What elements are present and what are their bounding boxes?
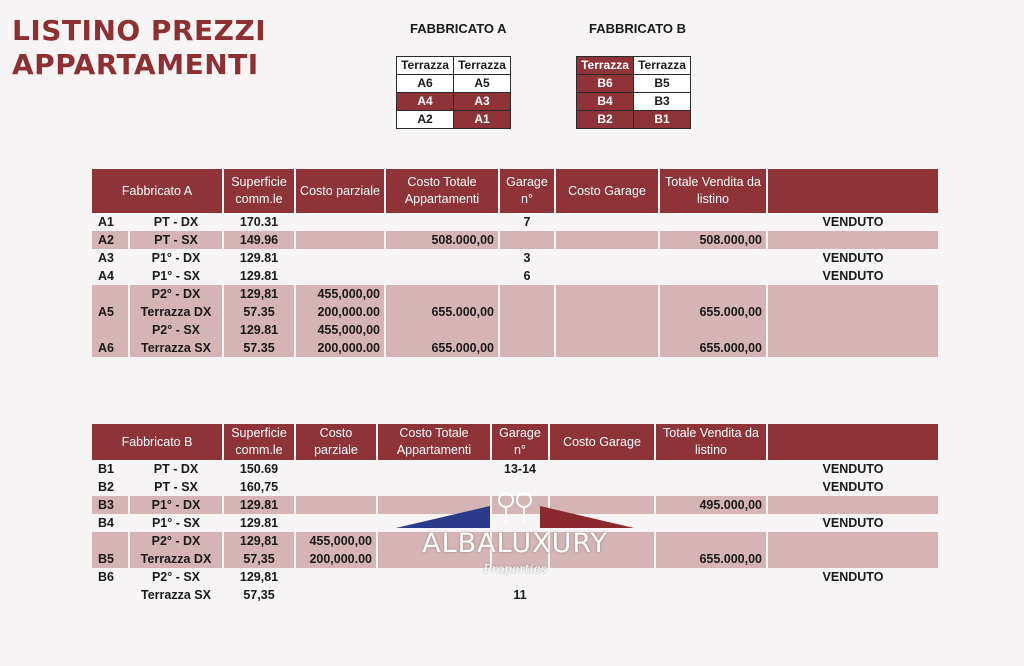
table-row: [92, 550, 938, 568]
floor-map-cell: A1: [454, 111, 511, 129]
floor-label: PT - SX: [130, 231, 224, 249]
floor-map-cell: B1: [634, 111, 691, 129]
garage-number: [500, 321, 556, 339]
garage-cost: [556, 303, 660, 321]
floor-map-row: [577, 57, 691, 75]
floor-label: P1° - SX: [130, 514, 224, 532]
surface-area: 57.35: [224, 339, 296, 357]
unit-code: [92, 532, 130, 550]
unit-code: B1: [92, 460, 130, 478]
table-row: [92, 285, 938, 303]
unit-code: B2: [92, 478, 130, 496]
floor-label: Terrazza DX: [130, 303, 224, 321]
sale-status: [768, 496, 938, 514]
garage-number: [500, 339, 556, 357]
table-row: [92, 321, 938, 339]
floor-map-row: [397, 75, 511, 93]
column-header: Costo Garage: [556, 169, 660, 213]
partial-cost: 455,000,00: [296, 285, 386, 303]
unit-code: A2: [92, 231, 130, 249]
total-apartment-cost: [386, 321, 500, 339]
price-table-building-a: [92, 169, 938, 357]
garage-number: 13-14: [492, 460, 550, 478]
floor-map-cell: B2: [577, 111, 634, 129]
total-apartment-cost: [386, 285, 500, 303]
column-header: [768, 169, 938, 213]
floor-map-cell: Terrazza: [454, 57, 511, 75]
partial-cost: [296, 586, 378, 604]
list-sale-total: 495.000,00: [656, 496, 768, 514]
unit-code: A4: [92, 267, 130, 285]
floor-label: P2° - SX: [130, 321, 224, 339]
total-apartment-cost: 508.000,00: [386, 231, 500, 249]
garage-number: [500, 231, 556, 249]
table-row: [92, 496, 938, 514]
sale-status: [768, 285, 938, 303]
surface-area: 129.81: [224, 249, 296, 267]
list-sale-total: 508.000,00: [660, 231, 768, 249]
column-header: Costo Totale Appartamenti: [378, 424, 492, 460]
garage-cost: [556, 285, 660, 303]
column-header: Garage n°: [492, 424, 550, 460]
column-header: Fabbricato B: [92, 424, 224, 460]
floor-label: Terrazza SX: [130, 586, 224, 604]
floor-map-cell: Terrazza: [577, 57, 634, 75]
partial-cost: [296, 231, 386, 249]
column-header: Costo parziale: [296, 424, 378, 460]
total-apartment-cost: 655.000,00: [386, 303, 500, 321]
unit-code: A6: [92, 339, 130, 357]
floor-label: P2° - DX: [130, 532, 224, 550]
sale-status: VENDUTO: [822, 269, 884, 283]
table-row: [92, 267, 938, 285]
price-table-building-b: [92, 424, 938, 604]
garage-cost: [550, 586, 656, 604]
list-sale-total: [660, 321, 768, 339]
floor-map-row: [397, 111, 511, 129]
partial-cost: [296, 496, 378, 514]
sale-status: VENDUTO: [822, 251, 884, 265]
total-apartment-cost: [378, 496, 492, 514]
garage-cost: [556, 249, 660, 267]
surface-area: 129.81: [224, 514, 296, 532]
table-header-row: [92, 169, 938, 213]
table-row: [92, 514, 938, 532]
garage-cost: [556, 231, 660, 249]
garage-number: [500, 285, 556, 303]
surface-area: 129.81: [224, 267, 296, 285]
surface-area: 160,75: [224, 478, 296, 496]
floor-map-row: [397, 93, 511, 111]
list-sale-total: [660, 285, 768, 303]
garage-number: 11: [492, 586, 550, 604]
floor-map-cell: B4: [577, 93, 634, 111]
sale-status: [768, 550, 938, 568]
surface-area: 57.35: [224, 303, 296, 321]
column-header: [768, 424, 938, 460]
floor-label: P2° - DX: [130, 285, 224, 303]
list-sale-total: 655.000,00: [660, 339, 768, 357]
surface-area: 57,35: [224, 586, 296, 604]
partial-cost: 455,000,00: [296, 321, 386, 339]
surface-area: 129,81: [224, 568, 296, 586]
floor-map-cell: B6: [577, 75, 634, 93]
garage-number: [492, 568, 550, 586]
partial-cost: 455,000,00: [296, 532, 378, 550]
sale-status: VENDUTO: [822, 215, 884, 229]
total-apartment-cost: 655.000,00: [386, 339, 500, 357]
list-sale-total: [660, 267, 768, 285]
total-apartment-cost: [386, 267, 500, 285]
table-row: [92, 339, 938, 357]
column-header: Costo parziale: [296, 169, 386, 213]
partial-cost: [296, 213, 386, 231]
list-sale-total: [660, 213, 768, 231]
total-apartment-cost: [378, 478, 492, 496]
title-line-1: LISTINO PREZZI: [12, 14, 267, 47]
total-apartment-cost: [378, 460, 492, 478]
floor-map-cell: B5: [634, 75, 691, 93]
floor-map-cell: A6: [397, 75, 454, 93]
garage-cost: [550, 460, 656, 478]
column-header: Totale Vendita da listino: [656, 424, 768, 460]
table-row: [92, 568, 938, 586]
column-header: Superficie comm.le: [224, 169, 296, 213]
watermark-brand: ALBALUXURY: [422, 528, 608, 559]
partial-cost: [296, 478, 378, 496]
sale-status: [768, 303, 938, 321]
floor-label: P2° - SX: [130, 568, 224, 586]
floor-label: PT - DX: [130, 213, 224, 231]
floor-map-cell: Terrazza: [634, 57, 691, 75]
garage-cost: [550, 532, 656, 550]
list-sale-total: 655.000,00: [660, 303, 768, 321]
table-row: [92, 460, 938, 478]
unit-code: A5: [92, 303, 130, 321]
surface-area: 129,81: [224, 532, 296, 550]
column-header: Fabbricato A: [92, 169, 224, 213]
garage-number: [492, 550, 550, 568]
list-sale-total: [660, 249, 768, 267]
floor-label: PT - DX: [130, 460, 224, 478]
garage-cost: [556, 267, 660, 285]
sale-status: VENDUTO: [822, 516, 884, 530]
partial-cost: [296, 568, 378, 586]
column-header: Costo Totale Appartamenti: [386, 169, 500, 213]
list-sale-total: [656, 514, 768, 532]
floor-map-cell: A2: [397, 111, 454, 129]
total-apartment-cost: [378, 532, 492, 550]
building-a-floor-map: [396, 56, 511, 129]
floor-label: Terrazza SX: [130, 339, 224, 357]
unit-code: [92, 321, 130, 339]
column-header: Totale Vendita da listino: [660, 169, 768, 213]
sale-status: [768, 339, 938, 357]
building-b-label: FABBRICATO B: [589, 21, 687, 36]
garage-cost: [556, 339, 660, 357]
garage-cost: [550, 568, 656, 586]
garage-number: [500, 303, 556, 321]
table-row: [92, 478, 938, 496]
partial-cost: [296, 267, 386, 285]
garage-number: [492, 478, 550, 496]
floor-map-row: [577, 111, 691, 129]
sale-status: [768, 231, 938, 249]
title-line-2: APPARTAMENTI: [12, 48, 259, 81]
list-sale-total: [656, 568, 768, 586]
floor-map-row: [577, 75, 691, 93]
surface-area: 57,35: [224, 550, 296, 568]
floor-label: P1° - DX: [130, 496, 224, 514]
unit-code: [92, 586, 130, 604]
floor-map-row: [397, 57, 511, 75]
partial-cost: 200,000.00: [296, 339, 386, 357]
watermark-tagline: Properties: [483, 562, 547, 576]
sale-status: VENDUTO: [822, 570, 884, 584]
column-header: Garage n°: [500, 169, 556, 213]
garage-number: 6: [500, 267, 556, 285]
floor-map-row: [577, 93, 691, 111]
sale-status: [768, 532, 938, 550]
unit-code: B6: [92, 568, 130, 586]
total-apartment-cost: [378, 568, 492, 586]
list-sale-total: 655.000,00: [656, 550, 768, 568]
table-row: [92, 303, 938, 321]
partial-cost: 200,000.00: [296, 550, 378, 568]
total-apartment-cost: [386, 249, 500, 267]
floor-label: PT - SX: [130, 478, 224, 496]
table-row: [92, 231, 938, 249]
table-row: [92, 213, 938, 231]
garage-cost: [550, 496, 656, 514]
partial-cost: [296, 460, 378, 478]
floor-map-cell: Terrazza: [397, 57, 454, 75]
partial-cost: [296, 249, 386, 267]
floor-map-cell: B3: [634, 93, 691, 111]
building-b-floor-map: [576, 56, 691, 129]
garage-cost: [550, 514, 656, 532]
garage-cost: [556, 321, 660, 339]
surface-area: 170.31: [224, 213, 296, 231]
garage-cost: [550, 478, 656, 496]
unit-code: B4: [92, 514, 130, 532]
page-title: [12, 14, 266, 82]
sale-status: VENDUTO: [822, 462, 884, 476]
total-apartment-cost: [386, 213, 500, 231]
unit-code: B3: [92, 496, 130, 514]
column-header: Costo Garage: [550, 424, 656, 460]
unit-code: A3: [92, 249, 130, 267]
garage-number: 3: [500, 249, 556, 267]
list-sale-total: [656, 586, 768, 604]
surface-area: 129.81: [224, 321, 296, 339]
list-sale-total: [656, 532, 768, 550]
list-sale-total: [656, 460, 768, 478]
unit-code: A1: [92, 213, 130, 231]
partial-cost: [296, 514, 378, 532]
garage-cost: [550, 550, 656, 568]
floor-label: Terrazza DX: [130, 550, 224, 568]
total-apartment-cost: [378, 550, 492, 568]
floor-map-cell: A4: [397, 93, 454, 111]
table-row: [92, 586, 938, 604]
table-row: [92, 249, 938, 267]
list-sale-total: [656, 478, 768, 496]
surface-area: 129,81: [224, 285, 296, 303]
sale-status: [768, 321, 938, 339]
column-header: Superficie comm.le: [224, 424, 296, 460]
floor-label: P1° - DX: [130, 249, 224, 267]
unit-code: B5: [92, 550, 130, 568]
floor-label: P1° - SX: [130, 267, 224, 285]
total-apartment-cost: [378, 586, 492, 604]
garage-number: 7: [500, 213, 556, 231]
surface-area: 149.96: [224, 231, 296, 249]
floor-map-cell: A5: [454, 75, 511, 93]
partial-cost: 200,000.00: [296, 303, 386, 321]
unit-code: [92, 285, 130, 303]
garage-number: [492, 532, 550, 550]
table-row: [92, 532, 938, 550]
surface-area: 129.81: [224, 496, 296, 514]
garage-number: [492, 496, 550, 514]
table-header-row: [92, 424, 938, 460]
building-a-label: FABBRICATO A: [410, 21, 507, 36]
garage-cost: [556, 213, 660, 231]
floor-map-cell: A3: [454, 93, 511, 111]
sale-status: [768, 586, 938, 604]
surface-area: 150.69: [224, 460, 296, 478]
sale-status: VENDUTO: [822, 480, 884, 494]
total-apartment-cost: [378, 514, 492, 532]
garage-number: [492, 514, 550, 532]
